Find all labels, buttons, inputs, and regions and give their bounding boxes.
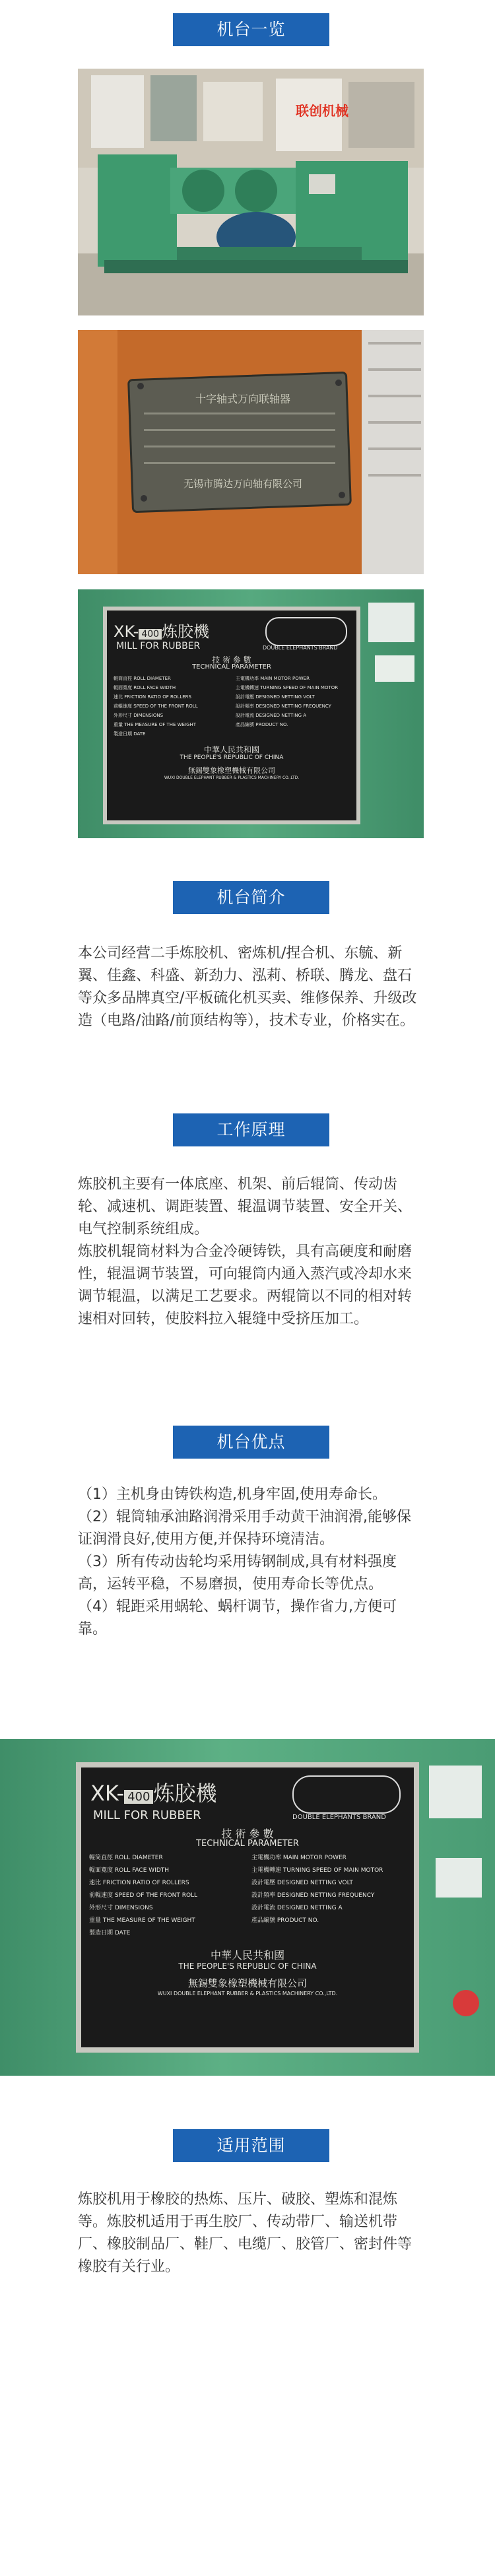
params-right: 主電機功率 MAIN MOTOR POWER 主電機轉速 TURNING SPEED OF MAIN MOTOR 設計電壓 DESIGNED NETTING VOLT 設計頻率 DESIGNED NETTING FREQUENCY 設計電流 DESIGNED NETTING A 產品編號 PRODUCT NO. — [251, 1855, 383, 1924]
coupling-plate-maker: 无锡市腾达万向轴有限公司 — [183, 478, 302, 490]
nameplate-model-number: 400 — [139, 629, 162, 640]
brand-en: DOUBLE ELEPHANTS BRAND — [263, 645, 338, 651]
section-title-overview: 机台一览 — [173, 13, 329, 46]
params-right: 主電機功率 MAIN MOTOR POWER 主電機轉速 TURNING SPEED OF MAIN MOTOR 設計電壓 DESIGNED NETTING VOLT 設計頻率 DESIGNED NETTING FREQUENCY 設計電流 DESIGNED NETTING A 產品編號 PRODUCT NO. — [236, 676, 339, 727]
country-cn: 中華人民共和國 — [210, 1949, 284, 1962]
nameplate-photo-small — [78, 589, 424, 838]
intro-text: 本公司经营二手炼胶机、密炼机/捏合机、东毓、新翼、佳鑫、科盛、新劲力、泓莉、桥联、腾龙、盘石等众多品牌真空/平板硫化机买卖、维修保养、升级改造（电路/油路/前顶结构等），技术专业，价格实在。 — [78, 945, 417, 1029]
country-cn: 中華人民共和國 — [203, 745, 259, 754]
machine-photo — [78, 69, 424, 315]
nameplate-photo-large — [0, 1739, 495, 2076]
principle-text: 炼胶机主要有一体底座、机架、前后辊筒、传动齿轮、减速机、调距装置、辊温调节装置、安全开关、电气控制系统组成。 炼胶机辊筒材料为合金冷硬铸铁，具有高硬度和耐磨性，辊温调节装置，可向辊筒内通入蒸汽或冷却水来调节辊温，以满足工艺要求。两辊筒以不同的相对转速相对回转，使胶料拉入辊缝中受挤压加工。 — [78, 1176, 412, 1327]
tech-title-cn: 技 術 參 數 — [221, 1828, 274, 1840]
scope-text: 炼胶机用于橡胶的热炼、压片、破胶、塑炼和混炼等。炼胶机适用于再生胶厂、传动带厂、输送机带厂、橡胶制品厂、鞋厂、电缆厂、胶管厂、密封件等橡胶有关行业。 — [78, 2191, 412, 2275]
nameplate-large — [76, 1762, 419, 2053]
nameplate-name-en: MILL FOR RUBBER — [116, 641, 201, 651]
advantages-list — [78, 1484, 421, 1641]
brand-en: DOUBLE ELEPHANTS BRAND — [292, 1814, 386, 1821]
tech-title-cn: 技 術 參 數 — [212, 655, 251, 665]
coupling-plate-title: 十字轴式万向联轴器 — [195, 393, 290, 405]
coupling-photo — [78, 330, 424, 574]
country-en: THE PEOPLE'S REPUBLIC OF CHINA — [180, 754, 284, 761]
section-title-intro: 机台简介 — [173, 881, 329, 914]
brand-logo — [292, 1775, 401, 1814]
section-title-principle: 工作原理 — [173, 1113, 329, 1146]
nameplate-model-prefix: XK- — [114, 622, 139, 641]
advantage-item: （4）辊距采用蜗轮、蜗杆调节，操作省力,方便可靠。 — [78, 1599, 397, 1637]
tech-title-en: TECHNICAL PARAMETER — [196, 1839, 299, 1849]
params-left: 輥筒直徑 ROLL DIAMETER 輥面寬度 ROLL FACE WIDTH 速比 FRICTION RATIO OF ROLLERS 前輥速度 SPEED OF THE FRONT ROLL 外形尺寸 DIMENSIONS 重量 THE MEASURE OF THE WEIGHT 製造日期 DATE — [89, 1855, 198, 1936]
section-title-scope: 适用范围 — [173, 2129, 329, 2162]
nameplate-name-cn: 炼胶機 — [153, 1781, 217, 1806]
tech-title-en: TECHNICAL PARAMETER — [192, 663, 271, 671]
nameplate-model-number: 400 — [124, 1790, 153, 1804]
section-title-advantages: 机台优点 — [173, 1426, 329, 1459]
nameplate-model-prefix: XK- — [90, 1781, 125, 1806]
brand-logo — [265, 617, 347, 646]
nameplate-small — [103, 607, 360, 824]
country-en: THE PEOPLE'S REPUBLIC OF CHINA — [178, 1962, 317, 1971]
params-left: 輥筒直徑 ROLL DIAMETER 輥面寬度 ROLL FACE WIDTH 速比 FRICTION RATIO OF ROLLERS 前輥速度 SPEED OF THE FRONT ROLL 外形尺寸 DIMENSIONS 重量 THE MEASURE OF THE WEIGHT 製造日期 DATE — [114, 676, 198, 737]
watermark-text: 联创机械 — [296, 103, 348, 119]
advantage-item: （3）所有传动齿轮均采用铸钢制成,具有材料强度高，运转平稳，不易磨损，使用寿命长等优点。 — [78, 1554, 397, 1593]
factory-cn: 無錫雙象橡塑機械有限公司 — [187, 1977, 307, 1989]
factory-en: WUXI DOUBLE ELEPHANT RUBBER & PLASTICS MACHINERY CO.,LTD. — [157, 1991, 338, 1997]
nameplate-name-cn: 炼胶機 — [162, 622, 210, 641]
factory-en: WUXI DOUBLE ELEPHANT RUBBER & PLASTICS MACHINERY CO.,LTD. — [164, 776, 300, 780]
advantage-item: （1）主机身由铸铁构造,机身牢固,使用寿命长。 — [78, 1486, 387, 1503]
factory-cn: 無錫雙象橡塑機械有限公司 — [188, 766, 275, 775]
nameplate-name-en: MILL FOR RUBBER — [93, 1808, 201, 1822]
advantage-item: （2）辊筒轴承油路润滑采用手动黄干油润滑,能够保证润滑良好,使用方便,并保持环境清洁。 — [78, 1509, 411, 1548]
